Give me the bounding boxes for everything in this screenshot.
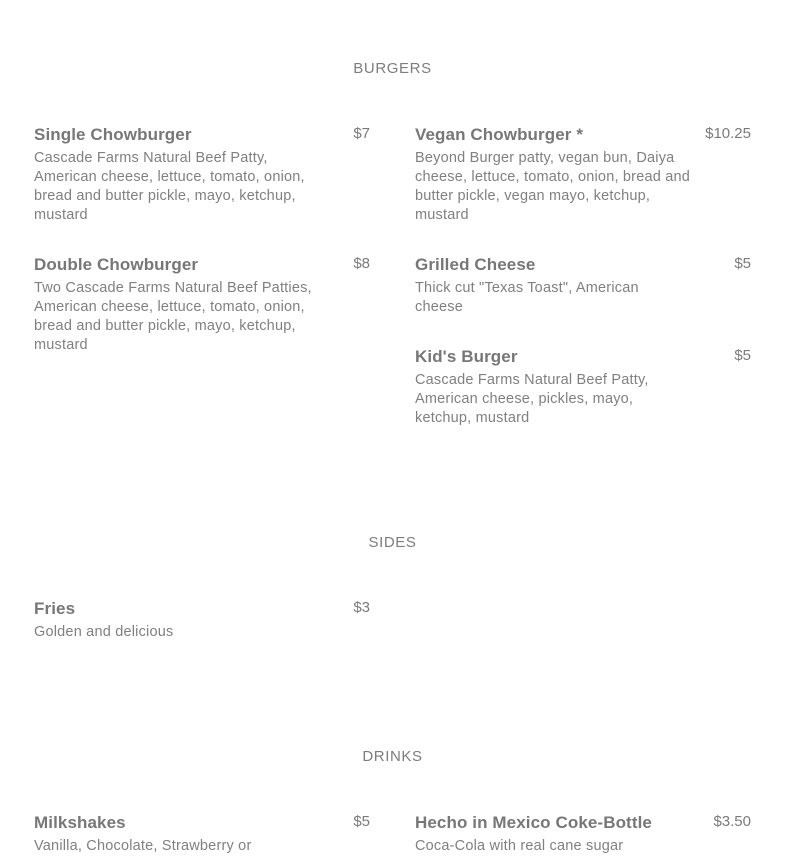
item-description: Coca-Cola with real cane sugar bbox=[415, 838, 624, 854]
item-name: Single Chowburger bbox=[34, 125, 192, 144]
item-price: $5 bbox=[353, 813, 370, 830]
item-price: $5 bbox=[734, 347, 751, 364]
item-name: Kid's Burger bbox=[415, 347, 518, 366]
item-price: $7 bbox=[353, 125, 370, 142]
item-price: $3.50 bbox=[713, 813, 751, 830]
item-price: $5 bbox=[734, 255, 751, 272]
item-price: $10.25 bbox=[705, 125, 751, 142]
item-description: Cascade Farms Natural Beef Patty, American cheese, lettuce, tomato, onion, bread and butter pickle, mayo, ketchup, mustard bbox=[34, 150, 305, 223]
section-title-burgers: BURGERS bbox=[353, 60, 432, 77]
section-title-sides: SIDES bbox=[368, 534, 417, 551]
item-name: Vegan Chowburger * bbox=[415, 125, 584, 144]
item-description: Cascade Farms Natural Beef Patty, American cheese, pickles, mayo, ketchup, mustard bbox=[415, 372, 649, 426]
item-description: Two Cascade Farms Natural Beef Patties, American cheese, lettuce, tomato, onion, bread and butter pickle, mayo, ketchup, mustard bbox=[34, 280, 312, 353]
item-description: Vanilla, Chocolate, Strawberry or bbox=[34, 838, 252, 854]
item-description: Golden and delicious bbox=[34, 624, 174, 640]
item-name: Grilled Cheese bbox=[415, 255, 536, 274]
item-price: $8 bbox=[353, 255, 370, 272]
item-name: Hecho in Mexico Coke-Bottle bbox=[415, 813, 652, 832]
item-description: Thick cut "Texas Toast", American cheese bbox=[415, 280, 639, 315]
item-name: Milkshakes bbox=[34, 813, 126, 832]
section-title-drinks: DRINKS bbox=[362, 748, 423, 765]
item-name: Fries bbox=[34, 599, 76, 618]
item-description: Beyond Burger patty, vegan bun, Daiya cheese, lettuce, tomato, onion, bread and butter pickle, vegan mayo, ketchup, mustard bbox=[415, 150, 691, 223]
item-price: $3 bbox=[353, 599, 370, 616]
item-name: Double Chowburger bbox=[34, 255, 199, 274]
